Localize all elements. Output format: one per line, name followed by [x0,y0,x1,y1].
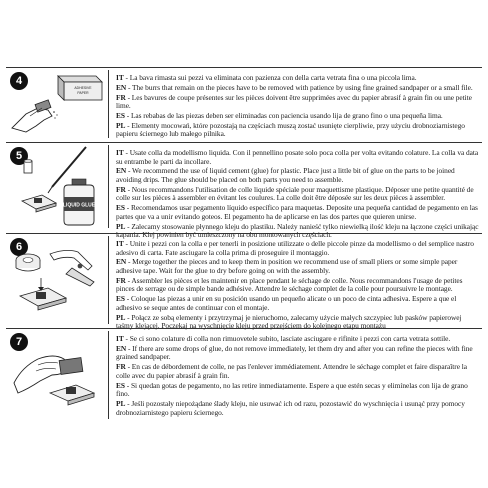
column-divider [108,331,109,419]
model-part-icon [50,385,94,405]
refining-illustration [8,329,108,419]
instruction-es: ES - Recomendamos usar pegamento líquido específico para maquetas. Deposite una pequeña cantidad de pegamento en las partes que va a unir evitando goteos. El pegamento ha de aplicarse en las dos partes que quieren unirse. [116,203,478,221]
sandpaper-icon [59,358,83,375]
svg-text:LIQUID GLUE: LIQUID GLUE [62,202,96,209]
glue-bottle-icon [63,179,96,225]
glued-part-icon [20,278,66,310]
step-number-badge: 7 [10,333,28,351]
svg-text:ADHESIVE: ADHESIVE [74,86,92,90]
instruction-pl: PL - Jeśli pozostały niepożądane ślady kleju, nie usuwać ich od razu, pozostawić do wyschnięcia i usunąć przy pomocy drobnoziarnistego papieru ściernego. [116,398,465,417]
step-text-block [116,240,480,332]
instruction-es: ES - Las rebabas de las piezas deben ser eliminadas con paciencia usando lija de grano fino o una pequeña lima. [116,110,443,120]
instruction-en: EN - The burrs that remain on the pieces have to be removed with patience by using fine grained sandpaper or a small file. [116,82,473,92]
plastic-part-icon [22,195,56,212]
instruction-es: ES - Coloque las piezas a unir en su posición usando un pequeño alicate o un poco de cinta adhesiva. Espere a que el adhesivo se seque antes de continuar con el montaje. [116,294,457,312]
svg-text:PAPER: PAPER [77,91,89,95]
sanding-illustration [8,68,108,138]
instruction-en: EN - We recommend the use of liquid cement (glue) for plastic. Place just a little bit of glue on the parts to be joined avoiding drips. The glue should be placed on both parts you need to assemble. [116,166,455,184]
clamp-pliers-icon [50,250,94,286]
instruction-fr: FR - En cas de débordement de colle, ne pas l'enlever immédiatement. Attendre le séchage complet et faire disparaître la colle avec du papier abrasif à grain fin. [116,362,467,380]
column-divider [108,145,109,228]
column-divider [108,70,109,138]
step-text-block [116,335,480,418]
instruction-it: IT - La bava rimasta sui pezzi va eliminata con pazienza con della carta vetrata fina o una piccola lima. [116,73,417,82]
step-number-badge: 5 [10,147,28,165]
instruction-pl: PL - Elementy mocowań, które pozostają na częściach muszą zostać usunięte cierpliwie, przy użyciu drobnoziarnistego papieru ściernego lub małego pilnika. [116,120,465,139]
instruction-it: IT - Unite i pezzi con la colla e per tenerli in posizione utilizzate o delle piccole pinze da modellismo o del semplice nastro adesivo di carta. Fate asciugare la colla prima di proseguire il montaggio. [116,239,474,257]
instruction-it: IT - Usate colla da modellismo liquida. Con il pennellino posate solo poca colla per volta evitando colature. La colla va data su entrambe le parti da incollare. [116,148,479,166]
instruction-it: IT - Se ci sono colature di colla non rimuovetele subito, lasciate asciugare e rifinite i pezzi con carta vetrata sottile. [116,334,451,343]
sandpaper-block-icon [58,76,102,100]
instruction-pl: PL - Zalecamy stosowanie płynnego kleju do plastiku. Należy nanieść tylko niewielką ilość kleju na łączone części unikając kapania. Klej powinien być umieszczony na obu montowanych częściach. [116,221,479,240]
instruction-en: EN - If there are some drops of glue, do not remove immediately, let them dry and after you can refine the pieces with fine grained sandpaper. [116,343,473,362]
instruction-pl: PL - Połącz ze sobą elementy i przytrzymaj je nieruchomo, zalecamy użycie małych szczypiec lub pasków papierowej taśmy klejącej. Poczekaj na wyschnięcie kleju przed przejściem do kolejnego etapu montażu [116,312,462,331]
instruction-es: ES - Si quedan gotas de pegamento, no las retire inmediatamente. Espere a que estén secas y elimínelas con lija de grano fino. [116,380,468,399]
column-divider [108,236,109,324]
step-number-badge: 6 [10,238,28,256]
hand-sanding-icon [12,100,58,132]
clamping-illustration [8,234,108,324]
instruction-en: EN - Merge together the pieces and to keep them in position we recommend use of small pliers or some simple paper adhesive tape. Wait for the glue to dry before going on with the assembly. [116,257,458,275]
glue-illustration [8,143,108,228]
step-text-block [116,74,480,140]
step-number-badge: 4 [10,72,28,90]
step-text-block [116,149,480,241]
instruction-fr: FR - Les bavures de coupe présentes sur les pièces doivent être supprimées avec du papier abrasif à grain fin ou une petite lime. [116,92,472,111]
small-cylinder-icon [24,160,32,174]
tape-roll-icon [16,254,40,271]
instruction-fr: FR - Assembler les pièces et les maintenir en place pendant le séchage de colle. Nous recommandons l'usage de petites pinces de serrage ou de simple bande adhésive. Attendre le séchage complet de la colle pour poursuivre le montage. [116,275,463,294]
instruction-fr: FR - Nous recommandons l'utilisation de colle liquide spéciale pour maquettisme plastique. Déposer une petite quantité de colle sur les pièces à assembler en évitant les coulures. La colle doit être déposée sur les deux pièces à assembler. [116,184,474,203]
